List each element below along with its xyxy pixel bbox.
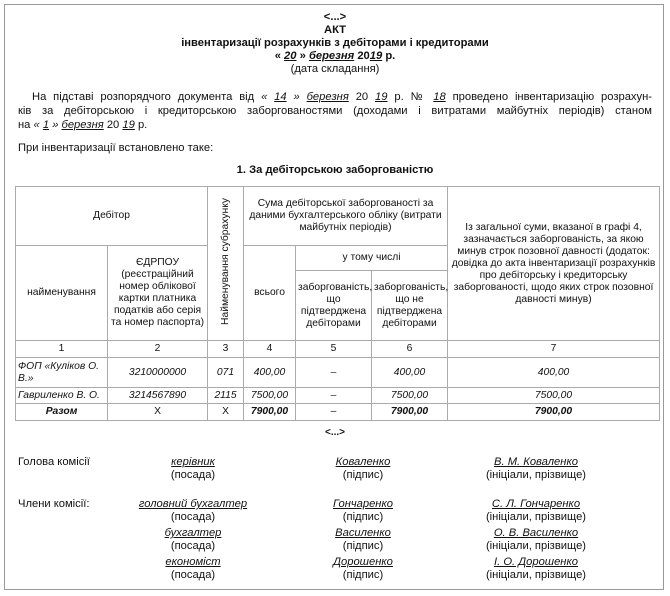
as-of-month: березня — [61, 119, 104, 131]
caption-position: (посада) — [170, 540, 216, 552]
as-of-suffix: р. — [137, 119, 148, 131]
total-unconfirmed: 7900,00 — [372, 404, 448, 421]
head-position-value: керівник — [171, 456, 215, 468]
found-text: При інвентаризації встановлено таке: — [18, 142, 214, 154]
row-subaccount: 2115 — [208, 388, 244, 404]
total-label: Разом — [16, 404, 108, 421]
head-label: Голова комісії — [18, 456, 90, 468]
as-of-day: 1 — [42, 119, 50, 131]
intro-line-2: ків за дебіторською і кредиторською заборгованостями (доходами і витратами майбутніх періодів) станом — [18, 105, 652, 117]
header-confirmed: заборгованість, що підтверджена дебіторами — [296, 271, 372, 341]
member-position-value: бухгалтер — [164, 527, 222, 539]
member-initials — [456, 556, 616, 582]
total-subaccount: Х — [208, 404, 244, 421]
act-subtitle: інвентаризації розрахунків з дебіторами і кредиторами — [181, 37, 489, 49]
head-signature-value: Коваленко — [335, 456, 391, 468]
member-position-value: економіст — [165, 556, 221, 568]
member-initials-value: І. О. Дорошенко — [494, 556, 578, 568]
top-marker: <...> — [323, 11, 347, 23]
column-numbers-row — [16, 341, 660, 358]
header-edrpou: ЄДРПОУ (реєстраційний номер облікової картки платника податків або серія та номер паспорта) — [108, 246, 208, 341]
date-caption: (дата складання) — [290, 63, 380, 75]
caption-initials: (ініціали, прізвище) — [485, 469, 587, 481]
header-subaccount-text: Найменування субрахунку — [219, 198, 231, 325]
total-row — [16, 404, 660, 421]
header-name: найменування — [16, 246, 108, 341]
as-of-year: 19 — [122, 119, 135, 131]
member-position — [118, 556, 268, 582]
bottom-marker: <...> — [324, 427, 345, 438]
header-debtor: Дебітор — [16, 187, 208, 246]
col-number: 2 — [108, 341, 208, 358]
members-label: Члени комісії: — [18, 498, 90, 510]
row-subaccount: 071 — [208, 358, 244, 388]
member-signature — [288, 498, 438, 524]
intro-text-3: на — [18, 119, 31, 131]
header-sum: Сума дебіторської заборгованості за даними бухгалтерського обліку (витрати майбутніх періодів) — [244, 187, 448, 246]
head-initials — [456, 456, 616, 482]
row-expired: 400,00 — [448, 358, 660, 388]
col-number: 6 — [372, 341, 448, 358]
date-year: 19 — [369, 50, 383, 62]
col-number: 3 — [208, 341, 244, 358]
member-signature — [288, 527, 438, 553]
table-row — [16, 358, 660, 388]
col-number: 1 — [16, 341, 108, 358]
member-initials — [456, 498, 616, 524]
member-signature — [288, 556, 438, 582]
member-signature-value: Дорошенко — [333, 556, 393, 568]
head-signature — [288, 456, 438, 482]
caption-signature: (підпис) — [342, 540, 384, 552]
section-title: 1. За дебіторською заборгованістю — [236, 164, 434, 176]
doc-number: 18 — [433, 91, 446, 103]
intro-line-1: На підставі розпорядчого документа від « 14 » березня 20 19 р. № 18 проведено інвентаризацію розрахун- — [32, 91, 653, 103]
doc-year-prefix: 20 — [355, 91, 369, 103]
row-unconfirmed: 7500,00 — [372, 388, 448, 404]
row-confirmed: – — [296, 358, 372, 388]
total-confirmed: – — [296, 404, 372, 421]
doc-number-label: р. № — [394, 91, 427, 103]
date-month: березня — [308, 50, 355, 62]
caption-signature: (підпис) — [342, 569, 384, 581]
head-initials-value: В. М. Коваленко — [494, 456, 578, 468]
act-title: АКТ — [323, 24, 347, 36]
col-number: 7 — [448, 341, 660, 358]
table-row — [16, 388, 660, 404]
doc-year: 19 — [375, 91, 388, 103]
header-subaccount — [208, 187, 244, 341]
row-name: Гавриленко В. О. — [16, 388, 108, 404]
date-suffix: р. — [385, 50, 396, 62]
col-number: 5 — [296, 341, 372, 358]
debtors-table — [15, 186, 660, 421]
header-note: Із загальної суми, вказаної в графі 4, зазначається заборгованість, за якою минув строк позовної давності (додаток: довідка до акта інвентаризації розрахунків про дебіторську і кредиторську заборгованості, щодо яких строк позовної давності минув) — [448, 187, 660, 341]
caption-signature: (підпис) — [342, 511, 384, 523]
date-day: 20 — [284, 50, 297, 62]
caption-initials: (ініціали, прізвище) — [485, 511, 587, 523]
header-total: всього — [244, 246, 296, 341]
caption-initials: (ініціали, прізвище) — [485, 540, 587, 552]
row-total: 7500,00 — [244, 388, 296, 404]
doc-month: березня — [306, 91, 349, 103]
row-confirmed: – — [296, 388, 372, 404]
member-signature-value: Гончаренко — [333, 498, 393, 510]
member-signature-value: Василенко — [335, 527, 391, 539]
member-position-value: головний бухгалтер — [138, 498, 248, 510]
member-initials-value: О. В. Василенко — [493, 527, 579, 539]
member-position — [118, 498, 268, 524]
row-edrpou: 3214567890 — [108, 388, 208, 404]
act-date: « 20 » березня 2019 р. — [274, 50, 396, 62]
doc-day: 14 — [274, 91, 287, 103]
as-of-year-prefix: 20 — [106, 119, 120, 131]
row-expired: 7500,00 — [448, 388, 660, 404]
col-number: 4 — [244, 341, 296, 358]
caption-position: (посада) — [170, 569, 216, 581]
head-position — [118, 456, 268, 482]
member-initials — [456, 527, 616, 553]
total-expired: 7900,00 — [448, 404, 660, 421]
caption-position: (посада) — [170, 511, 216, 523]
caption-initials: (ініціали, прізвище) — [485, 569, 587, 581]
caption-signature: (підпис) — [342, 469, 384, 481]
header-unconfirmed: заборгованість, що не підтверджена дебіторами — [372, 271, 448, 341]
member-initials-value: С. Л. Гончаренко — [491, 498, 581, 510]
header-block — [0, 11, 670, 76]
total-edrpou: Х — [108, 404, 208, 421]
header-including: у тому числі — [296, 246, 448, 271]
intro-line-3: на « 1 » березня 20 19 р. — [18, 119, 148, 131]
intro-text-1: На підставі розпорядчого документа від — [32, 91, 255, 103]
date-year-prefix: 20 — [357, 50, 370, 62]
caption-position: (посада) — [170, 469, 216, 481]
row-edrpou: 3210000000 — [108, 358, 208, 388]
total-total: 7900,00 — [244, 404, 296, 421]
member-position — [118, 527, 268, 553]
row-total: 400,00 — [244, 358, 296, 388]
row-unconfirmed: 400,00 — [372, 358, 448, 388]
intro-text-1-end: проведено інвентаризацію розрахун- — [452, 91, 653, 103]
row-name: ФОП «Куліков О. В.» — [16, 358, 108, 388]
